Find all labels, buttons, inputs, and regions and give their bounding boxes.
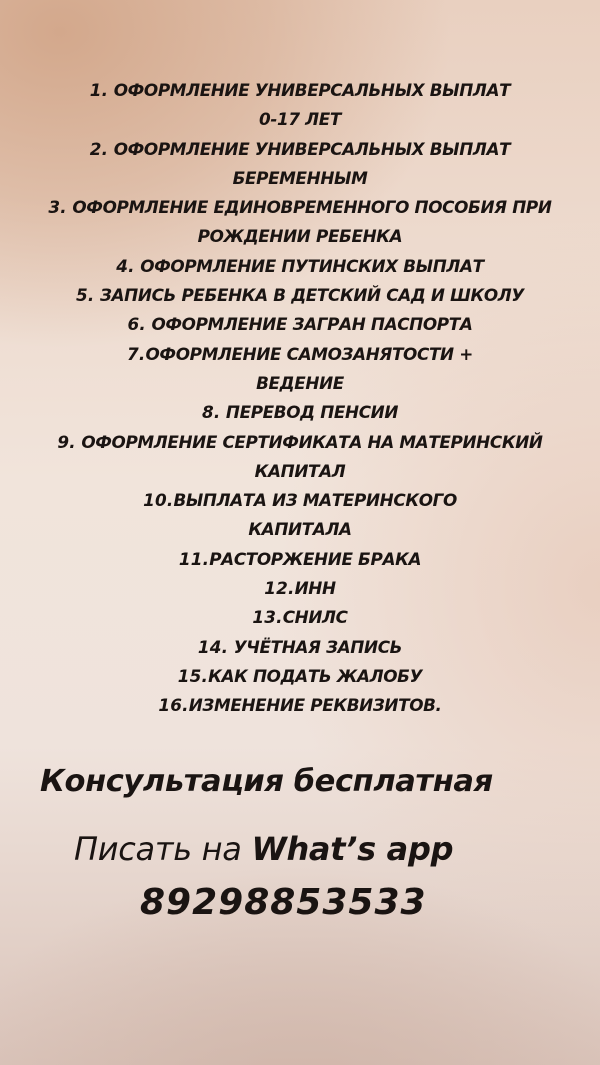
service-item-8: [0, 398, 600, 427]
service-number: 8.: [201, 402, 221, 423]
service-number: 12.: [264, 578, 295, 599]
service-item-15: [0, 662, 600, 691]
service-text: ОФОРМЛЕНИЕ УНИВЕРСАЛЬНЫХ ВЫПЛАТ 0-17 ЛЕТ: [113, 80, 511, 130]
service-item-13: [0, 603, 600, 632]
contact-prefix: Писать на: [74, 830, 252, 868]
service-item-14: [0, 633, 600, 662]
service-number: 10.: [143, 490, 174, 511]
service-text: ОФОРМЛЕНИЕ ЗАГРАН ПАСПОРТА: [145, 314, 473, 335]
service-number: 1.: [89, 80, 109, 100]
service-text: КАК ПОДАТЬ ЖАЛОБУ: [208, 665, 423, 686]
service-number: 14.: [197, 636, 229, 657]
service-text: УЧЁТНАЯ ЗАПИСЬ: [228, 636, 403, 657]
service-number: 7.: [127, 343, 146, 364]
service-item-1: [0, 76, 600, 135]
service-number: 13.: [252, 607, 283, 628]
service-item-6: [0, 310, 600, 339]
service-text: ИНН: [294, 578, 336, 599]
phone-number: 89298853533: [140, 882, 427, 923]
service-number: 15.: [177, 665, 209, 686]
service-text: ОФОРМЛЕНИЕ УНИВЕРСАЛЬНЫХ ВЫПЛАТ БЕРЕМЕННЫМ: [113, 138, 511, 188]
service-text: ОФОРМЛЕНИЕ СЕРТИФИКАТА НА МАТЕРИНСКИЙ КАПИТАЛ: [81, 431, 543, 481]
service-number: 9.: [57, 431, 76, 452]
service-item-16: [0, 691, 600, 720]
service-text: РАСТОРЖЕНИЕ БРАКА: [209, 548, 422, 569]
service-item-12: [0, 574, 600, 603]
service-item-7: [0, 340, 600, 399]
service-item-2: [0, 135, 600, 194]
service-text: ИЗМЕНЕНИЕ РЕКВИЗИТОВ.: [188, 695, 442, 716]
service-text: СНИЛС: [282, 607, 348, 628]
service-item-4: [0, 252, 600, 281]
contact-line: [74, 830, 453, 868]
services-list: [0, 76, 600, 721]
free-consultation-text: Консультация бесплатная: [40, 764, 493, 799]
service-item-3: [0, 193, 600, 252]
service-text: ОФОРМЛЕНИЕ ПУТИНСКИХ ВЫПЛАТ: [134, 255, 484, 276]
service-text: ОФОРМЛЕНИЕ САМОЗАНЯТОСТИ + ВЕДЕНИЕ: [145, 343, 473, 393]
service-number: 16.: [158, 695, 189, 716]
service-text: ЗАПИСЬ РЕБЕНКА В ДЕТСКИЙ САД И ШКОЛУ: [94, 285, 524, 306]
service-text: ОФОРМЛЕНИЕ ЕДИНОВРЕМЕННОГО ПОСОБИЯ ПРИ РОЖДЕНИИ РЕБЕНКА: [72, 197, 552, 247]
service-text: ПЕРЕВОД ПЕНСИИ: [220, 402, 399, 423]
service-number: 5.: [76, 285, 95, 306]
service-number: 3.: [48, 197, 67, 218]
service-item-11: [0, 545, 600, 574]
service-number: 2.: [89, 138, 109, 159]
service-number: 4.: [116, 255, 135, 276]
service-item-10: [0, 486, 600, 545]
service-item-5: [0, 281, 600, 310]
service-item-9: [0, 428, 600, 487]
service-number: 11.: [178, 548, 210, 569]
messenger-name: What’s app: [251, 830, 454, 868]
service-number: 6.: [127, 314, 146, 335]
service-text: ВЫПЛАТА ИЗ МАТЕРИНСКОГО КАПИТАЛА: [173, 490, 457, 540]
